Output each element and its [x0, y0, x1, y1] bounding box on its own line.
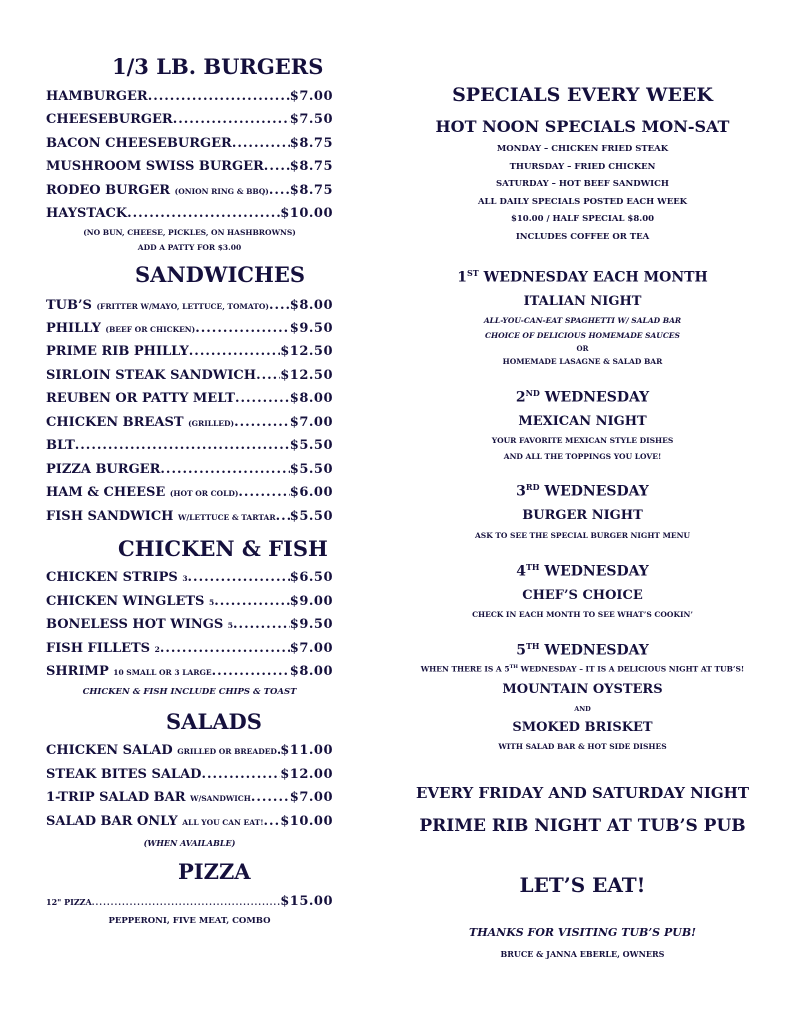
wednesday-3-heading: 3RD WEDNESDAY — [516, 482, 649, 500]
menu-item: 1-TRIP SALAD BAR W/SANDWICH ..... $7.00 — [46, 790, 333, 807]
wednesday-1-line: HOMEMADE LASAGNE & SALAD BAR — [502, 357, 663, 366]
pizza-heading: PIZZA — [178, 859, 251, 884]
wednesday-5-and: AND — [574, 705, 591, 713]
menu-item: 12" PIZZA ..... $15.00 — [46, 894, 333, 910]
wednesday-4-line: CHECK IN EACH MONTH TO SEE WHAT’S COOKIN’ — [472, 610, 693, 619]
menu-item: BLT ..... $5.50 — [46, 438, 333, 455]
wednesday-5-line: WITH SALAD BAR & HOT SIDE DISHES — [498, 742, 667, 751]
friday-saturday-heading: EVERY FRIDAY AND SATURDAY NIGHT — [415, 784, 750, 802]
wednesday-1-line: ALL-YOU-CAN-EAT SPAGHETTI W/ SALAD BAR — [483, 316, 682, 325]
wednesday-5-subtitle-1: MOUNTAIN OYSTERS — [502, 682, 663, 697]
wednesday-4-heading: 4TH WEDNESDAY — [516, 562, 649, 580]
menu-item: FISH SANDWICH W/LETTUCE & TARTAR ..... $5.50 — [46, 509, 333, 526]
chicken-fish-heading: CHICKEN & FISH — [118, 536, 328, 561]
menu-item: SHRIMP 10 SMALL OR 3 LARGE ..... $8.00 — [46, 664, 333, 681]
menu-item: STEAK BITES SALAD ..... $12.00 — [46, 767, 333, 784]
noon-line: ALL DAILY SPECIALS POSTED EACH WEEK — [477, 197, 688, 207]
wednesday-2-line: YOUR FAVORITE MEXICAN STYLE DISHES — [491, 436, 674, 445]
thanks-text: THANKS FOR VISITING TUB’S PUB! — [469, 926, 696, 939]
sandwiches-heading: SANDWICHES — [135, 262, 305, 287]
menu-item: BONELESS HOT WINGS 5 ..... $9.50 — [46, 617, 333, 634]
noon-specials-heading: HOT NOON SPECIALS MON-SAT — [435, 117, 730, 136]
noon-line: THURSDAY – FRIED CHICKEN — [509, 162, 656, 172]
menu-item: PHILLY (BEEF OR CHICKEN) ..... $9.50 — [46, 321, 333, 338]
owners-text: BRUCE & JANNA EBERLE, OWNERS — [500, 949, 665, 959]
menu-item: CHICKEN WINGLETS 5 ..... $9.00 — [46, 594, 333, 611]
salads-heading: SALADS — [166, 709, 262, 734]
menu-item: SIRLOIN STEAK SANDWICH ..... $12.50 — [46, 368, 333, 385]
noon-line: INCLUDES COFFEE OR TEA — [515, 232, 650, 242]
wednesday-2-heading: 2ND WEDNESDAY — [515, 388, 650, 406]
wednesday-5-line: WHEN THERE IS A 5TH WEDNESDAY – IT IS A DELICIOUS NIGHT AT TUB’S! — [420, 664, 745, 674]
menu-item: BACON CHEESEBURGER ..... $8.75 — [46, 136, 333, 153]
menu-item: CHICKEN SALAD GRILLED OR BREADED ..... $11.00 — [46, 743, 333, 760]
menu-item: CHICKEN BREAST (GRILLED) ..... $7.00 — [46, 415, 333, 432]
wednesday-1-subtitle: ITALIAN NIGHT — [523, 294, 642, 309]
noon-line: SATURDAY – HOT BEEF SANDWICH — [496, 179, 669, 189]
menu-item: HAYSTACK ..... $10.00 — [46, 206, 333, 223]
noon-line: $10.00 / HALF SPECIAL $8.00 — [510, 214, 655, 224]
burgers-heading: 1/3 LB. BURGERS — [112, 54, 324, 79]
menu-item: FISH FILLETS 2 ..... $7.00 — [46, 641, 333, 658]
menu-item: RODEO BURGER (ONION RING & BBQ) ..... $8.75 — [46, 183, 333, 200]
menu-item: HAM & CHEESE (HOT OR COLD) ..... $6.00 — [46, 485, 333, 502]
lets-eat-heading: LET’S EAT! — [519, 873, 646, 897]
menu-item: CHEESEBURGER ..... $7.50 — [46, 112, 333, 129]
wednesday-1-line: CHOICE OF DELICIOUS HOMEMADE SAUCES — [485, 331, 680, 340]
menu-item: PIZZA BURGER ..... $5.50 — [46, 462, 333, 479]
chicken-fish-note: CHICKEN & FISH INCLUDE CHIPS & TOAST — [82, 687, 297, 697]
burgers-note-2: ADD A PATTY FOR $3.00 — [137, 243, 242, 252]
menu-item: SALAD BAR ONLY ALL YOU CAN EAT! ..... $10.00 — [46, 814, 333, 831]
menu-item: HAMBURGER ..... $7.00 — [46, 89, 333, 106]
wednesday-2-line: AND ALL THE TOPPINGS YOU LOVE! — [503, 452, 662, 461]
menu-item: CHICKEN STRIPS 3 ..... $6.50 — [46, 570, 333, 587]
pizza-note: PEPPERONI, FIVE MEAT, COMBO — [108, 916, 271, 926]
menu-item: REUBEN OR PATTY MELT ..... $8.00 — [46, 391, 333, 408]
wednesday-5-subtitle-2: SMOKED BRISKET — [512, 720, 653, 735]
salads-note: (WHEN AVAILABLE) — [143, 838, 236, 848]
menu-item: TUB’S (FRITTER W/MAYO, LETTUCE, TOMATO) ..... $8.00 — [46, 298, 333, 315]
wednesday-1-line: OR — [576, 344, 589, 353]
menu-item: PRIME RIB PHILLY ..... $12.50 — [46, 344, 333, 361]
burgers-note-1: (NO BUN, CHEESE, PICKLES, ON HASHBROWNS) — [83, 228, 296, 237]
specials-heading: SPECIALS EVERY WEEK — [452, 84, 713, 106]
wednesday-1-heading: 1ST WEDNESDAY EACH MONTH — [457, 268, 708, 286]
wednesday-3-subtitle: BURGER NIGHT — [522, 508, 643, 523]
wednesday-3-line: ASK TO SEE THE SPECIAL BURGER NIGHT MENU — [474, 531, 691, 540]
menu-item: MUSHROOM SWISS BURGER ..... $8.75 — [46, 159, 333, 176]
prime-rib-heading: PRIME RIB NIGHT AT TUB’S PUB — [419, 816, 746, 836]
wednesday-4-subtitle: CHEF’S CHOICE — [522, 588, 643, 603]
wednesday-2-subtitle: MEXICAN NIGHT — [518, 414, 647, 429]
wednesday-5-heading: 5TH WEDNESDAY — [516, 641, 649, 659]
noon-line: MONDAY – CHICKEN FRIED STEAK — [496, 144, 669, 154]
